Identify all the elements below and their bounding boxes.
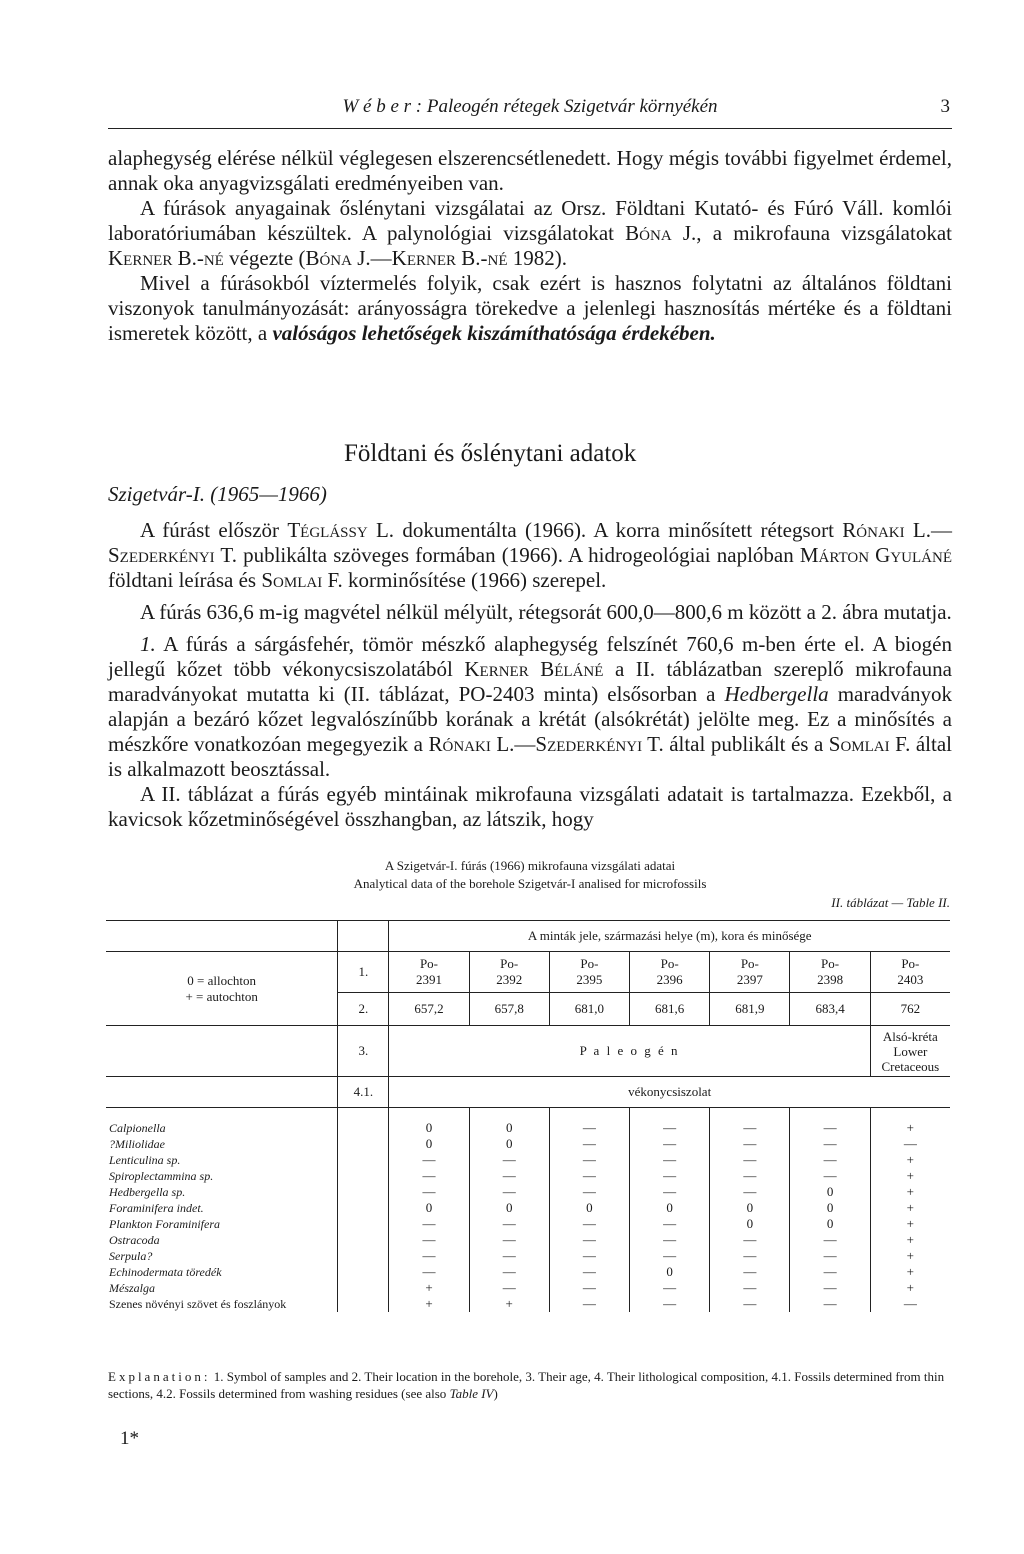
table-label: II. táblázat — Table II. <box>831 895 950 910</box>
fossil-value: — <box>710 1248 790 1264</box>
fossil-value: 0 <box>425 1120 433 1135</box>
fossil-value: + <box>870 1152 950 1168</box>
row-number: 3. <box>338 1026 389 1077</box>
fossil-value: — <box>549 1120 629 1136</box>
fossil-value: — <box>469 1168 549 1184</box>
paragraph-2: A fúrások anyagainak őslénytani vizsgálatai az Orsz. Földtani Kutató- és Fúró Váll. komlói laboratóriumában készültek. A palynológiai vizsgálatokat Bóna J., a mikrofauna vizsgálatokat Kerner B.-né végezte (Bóna J.—Kerner B.-né 1982). <box>108 196 952 270</box>
fossil-value: + <box>425 1280 433 1295</box>
depth-value: 681,6 <box>630 993 710 1026</box>
fossil-row <box>106 1168 950 1184</box>
fossil-value: — <box>422 1168 436 1183</box>
fossil-value: — <box>710 1120 790 1136</box>
fossil-value: — <box>630 1248 710 1264</box>
sample-id: Po- 2398 <box>790 952 870 993</box>
fossil-row <box>106 1184 950 1200</box>
row-number: 4.1. <box>338 1077 389 1108</box>
legend <box>106 952 338 1026</box>
fossil-name: Calpionella <box>109 1120 166 1135</box>
row-sample-ids <box>106 952 950 993</box>
fossil-row <box>106 1152 950 1168</box>
fossil-value: 0 <box>469 1120 549 1136</box>
fossil-value: 0 <box>425 1136 433 1151</box>
fossil-value: — <box>790 1248 870 1264</box>
fossil-value: 0 <box>630 1200 710 1216</box>
fossil-value: 0 <box>630 1264 710 1280</box>
fossil-row <box>106 1232 950 1248</box>
row-number: 2. <box>338 993 389 1026</box>
subsection-title: Szigetvár-I. (1965—1966) <box>108 482 327 506</box>
microfauna-table <box>106 920 950 1312</box>
lithology: vékonycsiszolat <box>389 1077 950 1108</box>
fossil-value: — <box>469 1248 549 1264</box>
fossil-row <box>106 1216 950 1232</box>
paragraph-1: alaphegység elérése nélkül véglegesen elszerencsétlenedett. Hogy mégis további figyelmet érdemel, annak oka anyagvizsgálati eredményeiben van. <box>108 146 952 195</box>
borehole-text <box>108 518 952 832</box>
fossil-value: 0 <box>549 1200 629 1216</box>
fossil-value: — <box>549 1264 629 1280</box>
fossil-name: Foraminifera indet. <box>109 1200 204 1215</box>
sample-id: Po- 2395 <box>549 952 629 993</box>
fossil-value: 0 <box>790 1216 870 1232</box>
fossil-value: — <box>549 1232 629 1248</box>
fossil-value: — <box>422 1248 436 1263</box>
paragraph-5: A fúrás 636,6 m-ig magvétel nélkül mélyült, rétegsorát 600,0—800,6 m között a 2. ábra mutatja. <box>140 600 952 624</box>
depth-value: 681,9 <box>710 993 790 1026</box>
fossil-name: Serpula? <box>109 1248 153 1263</box>
fossil-value: + <box>870 1232 950 1248</box>
fossil-value: — <box>790 1280 870 1296</box>
sample-id: Po- 2391 <box>389 952 469 993</box>
fossil-value: 0 <box>790 1200 870 1216</box>
fossil-value: + <box>870 1248 950 1264</box>
fossil-name: Lenticulina sp. <box>109 1152 181 1167</box>
paragraph-3: Mivel a fúrásokból víztermelés folyik, csak ezért is hasznos folytatni az általános földtani viszonyok tanulmányozását: arányosságra törekedve a jelenlegi hasznosítás mértéke és a földtani ismeretek között, a valóságos lehetőségek kiszámíthatósága érdekében. <box>108 271 952 345</box>
fossil-value: — <box>790 1296 870 1312</box>
fossil-row <box>106 1120 950 1136</box>
fossil-value: — <box>790 1152 870 1168</box>
fossil-name: Echinodermata töredék <box>109 1264 222 1279</box>
paragraph-4: A fúrást először Téglássy L. dokumentálta (1966). A korra minősített rétegsort Rónaki L.—Szederkényi T. publikálta szöveges formában (1966). A hidrogeológiai naplóban Márton Gyuláné földtani leírása és Somlai F. korminősítése (1966) szerepel. <box>108 518 952 592</box>
fossil-value: — <box>710 1136 790 1152</box>
fossil-row <box>106 1296 950 1312</box>
fossil-value: — <box>870 1136 950 1152</box>
fossil-value: — <box>422 1216 436 1231</box>
fossil-value: — <box>630 1184 710 1200</box>
legend-autochton: + = autochton <box>185 988 258 1004</box>
fossil-value: — <box>710 1264 790 1280</box>
fossil-name: Plankton Foraminifera <box>109 1216 220 1231</box>
fossil-row <box>106 1248 950 1264</box>
fossil-value: — <box>630 1120 710 1136</box>
fossil-value: + <box>870 1120 950 1136</box>
row-number: 1. <box>338 952 389 993</box>
fossil-name: Ostracoda <box>109 1232 160 1247</box>
fossil-value: — <box>630 1280 710 1296</box>
fossil-value: — <box>549 1184 629 1200</box>
running-header <box>108 96 952 129</box>
fossil-value: + <box>870 1216 950 1232</box>
fossil-value: + <box>870 1168 950 1184</box>
running-title: W é b e r : Paleogén rétegek Szigetvár környékén <box>342 96 718 117</box>
explanation-lead: Explanation: <box>108 1369 211 1384</box>
fossil-row <box>106 1136 950 1152</box>
fossil-value: — <box>710 1152 790 1168</box>
table-caption-en: Analytical data of the borehole Szigetvár-I analised for microfossils <box>353 876 707 891</box>
fossil-value: — <box>630 1232 710 1248</box>
age-lower-cretaceous: Alsó-kréta Lower Cretaceous <box>870 1026 950 1077</box>
fossil-value: — <box>422 1152 436 1167</box>
fossil-value: 0 <box>710 1200 790 1216</box>
fossil-value: — <box>549 1280 629 1296</box>
fossil-value: — <box>549 1136 629 1152</box>
fossil-value: — <box>630 1296 710 1312</box>
legend-allochton: 0 = allochton <box>187 972 257 988</box>
fossil-value: — <box>710 1296 790 1312</box>
section-title: Földtani és őslénytani adatok <box>344 440 637 467</box>
fossil-value: 0 <box>790 1184 870 1200</box>
fossil-value: — <box>630 1136 710 1152</box>
fossil-value: — <box>790 1120 870 1136</box>
samples-header: A minták jele, származási helye (m), kora és minősége <box>389 921 950 952</box>
page-number: 3 <box>940 96 950 117</box>
fossil-value: — <box>422 1184 436 1199</box>
fossil-value: + <box>870 1200 950 1216</box>
fossil-value: — <box>710 1168 790 1184</box>
fossil-value: + <box>870 1280 950 1296</box>
fossil-value: — <box>469 1280 549 1296</box>
depth-value: 762 <box>870 993 950 1026</box>
fossil-name: Spiroplectammina sp. <box>109 1168 214 1183</box>
fossil-value: — <box>469 1184 549 1200</box>
fossil-row <box>106 1280 950 1296</box>
fossil-value: — <box>549 1216 629 1232</box>
fossil-value: 0 <box>425 1200 433 1215</box>
fossil-value: — <box>790 1136 870 1152</box>
fossil-value: — <box>469 1264 549 1280</box>
fossil-value: — <box>790 1168 870 1184</box>
fossil-value: — <box>469 1232 549 1248</box>
row-age <box>106 1026 950 1077</box>
fossil-value: — <box>549 1168 629 1184</box>
table-header-row <box>106 921 950 952</box>
fossil-value: — <box>710 1184 790 1200</box>
fossil-value: 0 <box>469 1200 549 1216</box>
fossil-value: — <box>710 1280 790 1296</box>
fossil-value: — <box>630 1152 710 1168</box>
depth-value: 657,8 <box>469 993 549 1026</box>
intro-text <box>108 146 952 346</box>
fossil-row <box>106 1264 950 1280</box>
sample-id: Po- 2403 <box>870 952 950 993</box>
table-explanation: Explanation: 1. Symbol of samples and 2. Their location in the borehole, 3. Their age, 4. Their lithological composition, 4.1. Fossils determined from thin sections, 4.2. Fossils determined from washing residues (see also Table IV) <box>108 1369 945 1401</box>
fossil-value: — <box>790 1232 870 1248</box>
fossil-value: 0 <box>469 1136 549 1152</box>
fossil-value: — <box>549 1248 629 1264</box>
fossil-value: 0 <box>710 1216 790 1232</box>
fossil-value: — <box>630 1216 710 1232</box>
depth-value: 681,0 <box>549 993 629 1026</box>
sample-id: Po- 2396 <box>630 952 710 993</box>
fossil-name: Mészalga <box>109 1280 155 1295</box>
fossil-value: — <box>549 1152 629 1168</box>
fossil-value: — <box>870 1296 950 1312</box>
fossil-value: + <box>469 1296 549 1312</box>
age-paleogene: P a l e o g é n <box>389 1026 870 1077</box>
sample-id: Po- 2397 <box>710 952 790 993</box>
fossil-value: — <box>710 1232 790 1248</box>
fossil-value: — <box>422 1264 436 1279</box>
footnote-mark: 1* <box>120 1428 139 1449</box>
fossil-name: Hedbergella sp. <box>109 1184 186 1199</box>
paragraph-6: 1. A fúrás a sárgásfehér, tömör mészkő alaphegység felszínét 760,6 m-ben érte el. A biogén jellegű kőzet több vékonycsiszolatából Kerner Béláné a II. táblázatban szereplő mikrofauna maradványokat mutatta ki (II. táblázat, PO-2403 minta) elsősorban a Hedbergella maradványok alapján a bezáró kőzet legvalószínűbb korának a krétát (alsókrétát) jelölte meg. Ez a minősítés a mészkőre vonatkozóan megegyezik a Rónaki L.—Szederkényi T. által publikált és a Somlai F. által is alkalmazott beosztással. <box>108 632 952 781</box>
table-caption-hu: A Szigetvár-I. fúrás (1966) mikrofauna vizsgálati adatai <box>384 858 676 873</box>
fossil-name: Szenes növényi szövet és foszlányok <box>109 1296 287 1311</box>
fossil-value: — <box>790 1264 870 1280</box>
fossil-name: ?Miliolidae <box>109 1136 165 1151</box>
fossil-value: — <box>422 1232 436 1247</box>
fossil-value: — <box>549 1296 629 1312</box>
row-lithology <box>106 1077 950 1108</box>
paragraph-7: A II. táblázat a fúrás egyéb mintáinak mikrofauna vizsgálati adatait is tartalmazza. Ezekből, a kavicsok kőzetminőségével összhangban, az látszik, hogy <box>108 782 952 831</box>
fossil-value: — <box>469 1216 549 1232</box>
fossil-value: — <box>630 1168 710 1184</box>
fossil-row <box>106 1200 950 1216</box>
fossil-value: + <box>425 1296 433 1311</box>
fossil-value: + <box>870 1264 950 1280</box>
depth-value: 683,4 <box>790 993 870 1026</box>
fossil-value: — <box>469 1152 549 1168</box>
sample-id: Po- 2392 <box>469 952 549 993</box>
depth-value: 657,2 <box>389 993 469 1026</box>
fossil-value: + <box>870 1184 950 1200</box>
